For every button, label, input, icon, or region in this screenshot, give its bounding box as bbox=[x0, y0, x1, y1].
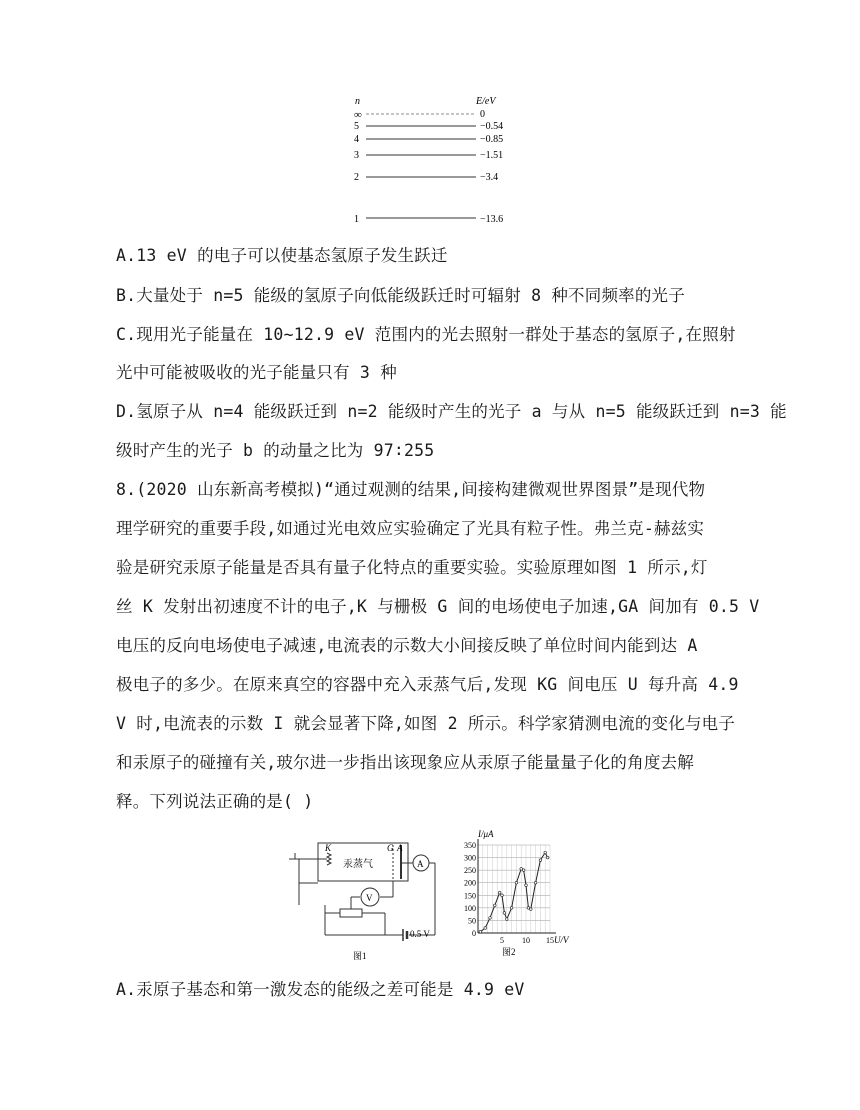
n-header: n bbox=[355, 96, 360, 107]
x-axis-label: U/V bbox=[554, 935, 569, 945]
data-point bbox=[544, 851, 547, 854]
y-tick-label: 250 bbox=[464, 866, 476, 876]
question-8-line7: V 时,电流表的示数 I 就会显著下降,如图 2 所示。科学家猜测电流的变化与电子 bbox=[116, 714, 736, 733]
data-point bbox=[501, 894, 504, 897]
level-5 bbox=[354, 121, 503, 132]
data-point bbox=[484, 927, 487, 930]
data-point bbox=[530, 908, 533, 911]
figure-2-chart bbox=[452, 827, 582, 957]
level-energy: −0.85 bbox=[480, 134, 504, 145]
level-energy: −0.54 bbox=[480, 121, 504, 132]
y-tick-label: 200 bbox=[464, 878, 476, 888]
level-energy: −1.51 bbox=[480, 150, 504, 161]
option-d-line1: D.氢原子从 n=4 能级跃迁到 n=2 能级时产生的光子 a 与从 n=5 能级跃迁到 n=3 能 bbox=[116, 402, 787, 421]
level-1 bbox=[354, 214, 503, 225]
x-tick-label: 5 bbox=[500, 936, 504, 945]
question-8-line9: 释。下列说法正确的是( ) bbox=[116, 792, 314, 811]
data-point bbox=[534, 881, 537, 884]
data-point bbox=[515, 881, 518, 884]
level-n: ∞ bbox=[354, 109, 362, 121]
answer-option-a: A.汞原子基态和第一激发态的能级之差可能是 4.9 eV bbox=[116, 980, 525, 999]
option-d-line2: 级时产生的光子 b 的动量之比为 97∶255 bbox=[116, 441, 435, 460]
data-point bbox=[506, 918, 509, 921]
gas-label: 汞蒸气 bbox=[343, 859, 373, 870]
fig1-caption: 图1 bbox=[353, 951, 367, 961]
y-axis-label: I/μA bbox=[478, 829, 494, 839]
y-tick-label: 350 bbox=[464, 841, 476, 850]
battery-label: 0.5 V bbox=[410, 929, 430, 939]
k-label: K bbox=[325, 843, 332, 853]
data-point bbox=[510, 907, 513, 910]
level-3 bbox=[354, 150, 503, 161]
question-8-line8: 和汞原子的碰撞有关,玻尔进一步指出该现象应从汞原子能量量子化的角度去解 bbox=[116, 753, 694, 772]
energy-level-diagram bbox=[0, 0, 860, 240]
a-label: A bbox=[397, 843, 403, 853]
x-tick-label: 15 bbox=[546, 936, 554, 945]
question-8-line3: 验是研究汞原子能量是否具有量子化特点的重要实验。实验原理如图 1 所示,灯 bbox=[116, 558, 708, 577]
chart-series bbox=[479, 851, 549, 933]
y-tick-label: 0 bbox=[472, 929, 476, 938]
question-8-line1: 8.(2020 山东新高考模拟)“通过观测的结果,间接构建微观世界图景”是现代物 bbox=[116, 480, 706, 499]
ammeter-label: A bbox=[417, 859, 424, 869]
data-point bbox=[489, 917, 492, 920]
g-label: G bbox=[387, 843, 394, 853]
level-energy: −13.6 bbox=[480, 214, 504, 225]
figure-1-circuit bbox=[285, 835, 445, 965]
y-tick-label: 50 bbox=[468, 916, 476, 926]
y-tick-label: 100 bbox=[464, 903, 476, 913]
option-c-line2: 光中可能被吸收的光子能量只有 3 种 bbox=[116, 363, 397, 382]
question-8-line2: 理学研究的重要手段,如通过光电效应实验确定了光具有粒子性。弗兰克-赫兹实 bbox=[116, 519, 705, 538]
y-tick-label: 300 bbox=[464, 853, 476, 863]
level-n: 3 bbox=[354, 150, 359, 161]
data-point bbox=[525, 884, 528, 887]
level-n: 1 bbox=[354, 214, 359, 225]
question-8-line4: 丝 K 发射出初速度不计的电子,K 与栅极 G 间的电场使电子加速,GA 间加有 0.5 V bbox=[116, 597, 760, 616]
option-b: B.大量处于 n=5 能级的氢原子向低能级跃迁时可辐射 8 种不同频率的光子 bbox=[116, 286, 685, 305]
level-n: 2 bbox=[354, 172, 359, 183]
data-point bbox=[494, 904, 497, 907]
question-8-line5: 电压的反向电场使电子减速,电流表的示数大小间接反映了单位时间内能到达 A bbox=[116, 636, 698, 655]
voltmeter-label: V bbox=[366, 893, 373, 903]
x-tick-labels bbox=[500, 936, 554, 945]
y-tick-label: 150 bbox=[464, 891, 476, 901]
question-8-line6: 极电子的多少。在原来真空的容器中充入汞蒸气后,发现 KG 间电压 U 每升高 4.9 bbox=[116, 675, 739, 694]
level-inf bbox=[354, 109, 485, 121]
data-point bbox=[503, 912, 506, 915]
level-energy: −3.4 bbox=[480, 172, 499, 183]
data-point bbox=[498, 891, 501, 894]
level-n: 4 bbox=[354, 134, 359, 145]
option-c-line1: C.现用光子能量在 10~12.9 eV 范围内的光去照射一群处于基态的氢原子,在照射 bbox=[116, 325, 736, 344]
y-tick-labels bbox=[464, 841, 476, 938]
data-point bbox=[479, 930, 482, 933]
data-point bbox=[522, 869, 525, 872]
x-tick-label: 10 bbox=[522, 936, 530, 945]
e-header: E/eV bbox=[476, 96, 496, 107]
level-2 bbox=[354, 172, 498, 183]
level-n: 5 bbox=[354, 121, 359, 132]
data-point bbox=[546, 856, 549, 859]
data-point bbox=[539, 859, 542, 862]
series-line bbox=[480, 853, 547, 932]
fig2-caption: 图2 bbox=[502, 947, 516, 957]
option-a: A.13 eV 的电子可以使基态氢原子发生跃迁 bbox=[116, 246, 448, 265]
level-4 bbox=[354, 134, 503, 145]
level-energy: 0 bbox=[480, 109, 485, 120]
